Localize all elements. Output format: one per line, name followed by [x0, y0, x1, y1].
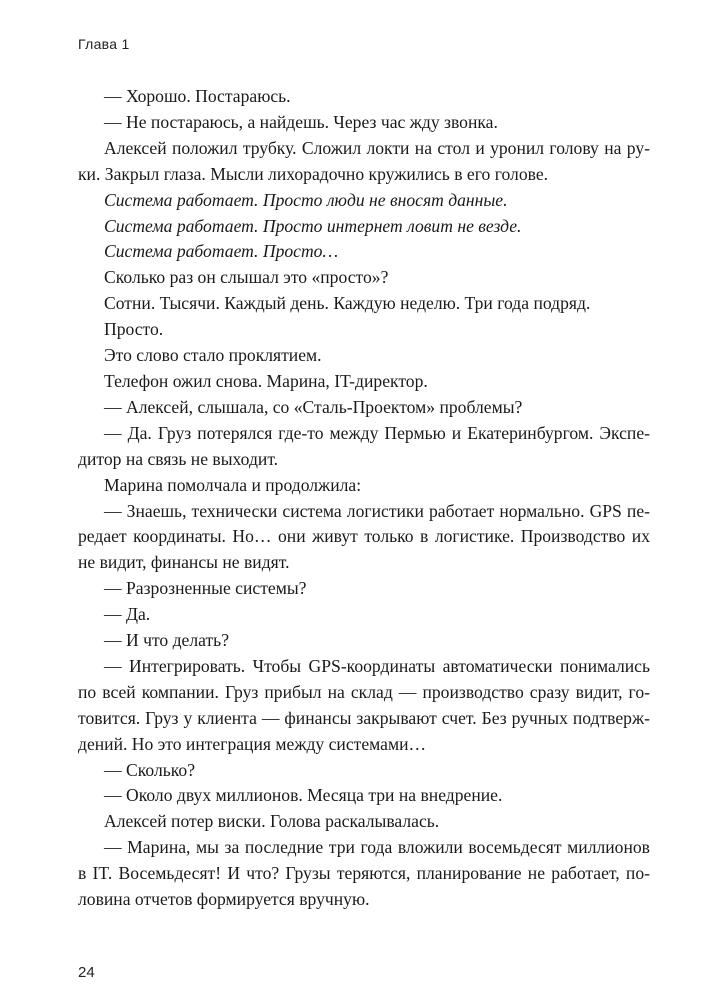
- paragraph: — Алексей, слышала, со «Сталь-Проектом» проблемы?: [104, 396, 523, 417]
- paragraph: Алексей положил трубку. Сложил локти на стол и уронил голову на руки. Закрыл глаза. Мысли лихорадочно кружились в его голове.: [78, 137, 650, 184]
- italic-paragraph: Система работает. Просто интернет ловит не везде.: [104, 215, 522, 236]
- paragraph: — Около двух миллионов. Месяца три на внедрение.: [104, 785, 503, 806]
- paragraph: Сколько раз он слышал это «просто»?: [104, 267, 389, 288]
- paragraph: — Да. Груз потерялся где-то между Пермью и Екатеринбургом. Экспедитор на связь не выходит.: [78, 422, 650, 469]
- paragraph: Просто.: [104, 319, 164, 340]
- paragraph: — Знаешь, технически система логистики работает нормально. GPS передает координаты. Но… они живут только в логистике. Производство их не видит, финансы не видят.: [78, 500, 650, 573]
- paragraph: — Хорошо. Постараюсь.: [104, 86, 291, 106]
- paragraph: — Разрозненные системы?: [104, 578, 307, 599]
- page-number: 24: [78, 964, 95, 981]
- italic-paragraph: Система работает. Просто люди не вносят данные.: [104, 189, 508, 210]
- running-head: Глава 1: [78, 36, 130, 52]
- paragraph: Алексей потер виски. Голова раскалывалась.: [104, 811, 440, 832]
- paragraph: Телефон ожил снова. Марина, IT-директор.: [104, 370, 428, 391]
- paragraph: Марина помолчала и продолжила:: [104, 474, 362, 495]
- paragraph: — Сколько?: [104, 759, 196, 780]
- paragraph: — Интегрировать. Чтобы GPS-координаты автоматически понимались по всей компании. Груз прибыл на склад — производство сразу видит, готовится. Груз у клиента — финансы закрывают счет. Без ручных подтверждений. Но это интеграция между системами…: [78, 655, 650, 754]
- paragraph: Это слово стало проклятием.: [104, 345, 322, 366]
- paragraph: — И что делать?: [104, 630, 230, 651]
- paragraph: — Марина, мы за последние три года вложили восемьдесят миллионов в IT. Восемьдесят! И что? Грузы теряются, планирование не работает, половина отчетов формируется вручную.: [78, 837, 650, 910]
- paragraph: — Да.: [104, 604, 151, 625]
- body-text: [78, 84, 650, 913]
- paragraph: — Не постараюсь, а найдешь. Через час жду звонка.: [104, 111, 498, 132]
- paragraph: Сотни. Тысячи. Каждый день. Каждую неделю. Три года подряд.: [104, 293, 591, 314]
- italic-paragraph: Система работает. Просто…: [104, 241, 339, 262]
